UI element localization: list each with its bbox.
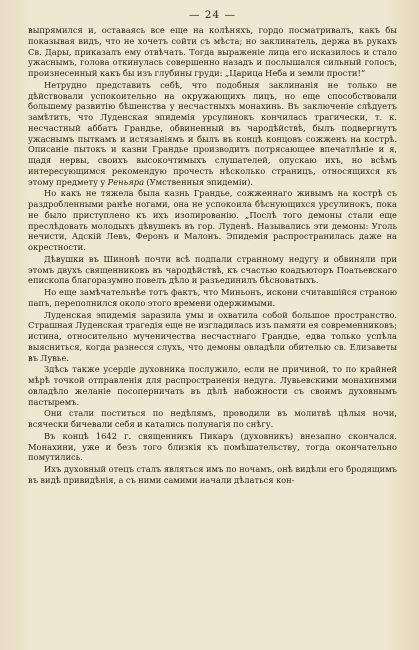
page-number: — 24 —	[188, 9, 237, 21]
reference-author: Реньяра	[107, 176, 145, 187]
paragraph-2-tail: (Умственныя эпидеміи).	[144, 176, 253, 187]
paragraph-7: Здѣсь также усердіе духовника послужило, если не причиной, то по крайней мѣрѣ точкой отправленія для распространенія недуга. Лувьевскими монахинями овладѣло желаніе посоперничать въ дѣлѣ набожности съ своимъ духовнымъ пастыремъ.	[28, 364, 397, 407]
paragraph-6: Луденская эпидемія заразила умы и охватила собой большое пространство. Страшная Луденская трагедія еще не изгладилась изъ памяти ея современниковъ; истина, относительно мученичества несчастнаго Грандье, едва только успѣла выясниться, когда разнесся слухъ, что демоны овладѣли обителью св. Елизаветы въ Лувье.	[28, 309, 397, 363]
paragraph-2-text: Нетрудно представить себѣ, что подобныя заклинанія не только не дѣйствовали успокоительно на окружающихъ лицъ, но еще способствовали большему развитію бѣшенства у несчастныхъ монахинь. Въ заключеніе слѣдуетъ замѣтить, что Луденская эпидемія урсулинокъ кончилась трагически, т. к. несчастный аббатъ Грандье, обвиненный въ чародѣйствѣ, былъ подвергнутъ ужаснымъ пыткамъ и истязаніямъ и былъ въ концѣ концовъ сожженъ на кострѣ. Описаніе пытокъ и казни Грандье производитъ потрясающее впечатлѣніе и я, щадя нервы, своихъ высокочтимыхъ слушателей, опускаю ихъ, но всѣмъ интересующимся рекомендую прочесть нѣсколько страницъ, относящихся къ этому предмету у	[28, 79, 397, 187]
paragraph-10: Ихъ духовный отецъ сталъ являться имъ по ночамъ, онѣ видѣли его бродящимъ въ видѣ привидѣнія, а съ ними самими начали дѣлаться кон-	[28, 464, 397, 485]
paragraph-9: Въ концѣ 1642 г. священникъ Пикаръ (духовникъ) внезапно скончался. Монахини, уже и безъ того близкія къ помѣшательству, тогда окончательно помутились.	[28, 430, 397, 463]
paragraph-4: Дѣвушки въ Шинонѣ почти всѣ подпали странному недугу и обвиняли при этомъ двухъ священниковъ въ чародѣйствѣ, къ счастью коадъюторъ Поатьевскаго епископа благоразумно повелъ дѣло и разъединилъ бѣсноватыхъ.	[28, 253, 397, 286]
paragraph-5: Но еще замѣчательнѣе тотъ фактъ, что Миньонъ, искони считавшійся страною папъ, переполнился около этого времени одержимыми.	[28, 287, 397, 308]
paragraph-1: выпрямился и, оставаясь все еще на колѣняхъ, гордо посматривалъ, какъ бы показывая видъ, что не хочетъ сойти съ мѣста; но заклинатель, держа въ рукахъ Св. Дары, приказалъ ему отвѣчать. Тогда выраженіе лица его исказилось и стало ужаснымъ, голова откинулась совершенно назадъ и послышался сильный голосъ, произнесенный какъ бы изъ глубины груди: „Царица Неба и земли прости!“	[28, 25, 397, 78]
paragraph-2	[28, 80, 397, 188]
paragraph-3: Но какъ не тяжела была казнь Грандье, сожженнаго живымъ на кострѣ съ раздробленными ранѣе ногами, она не успокоила бѣснующихся урсулинокъ, пока не было приступлено къ ихъ изолированію. „Послѣ того демоны стали еще преслѣдовать молодыхъ дѣвушекъ въ гор. Луденѣ. Назывались эти демоны: Уголь нечисти, Адскій Левъ, Феронъ и Малонъ. Эпидемія распространилась даже на окрестности.	[28, 188, 397, 252]
paragraph-8: Они стали поститься по недѣлямъ, проводили въ молитвѣ цѣлыя ночи, всячески бичевали себя и катались полунагія по снѣгу.	[28, 408, 397, 429]
